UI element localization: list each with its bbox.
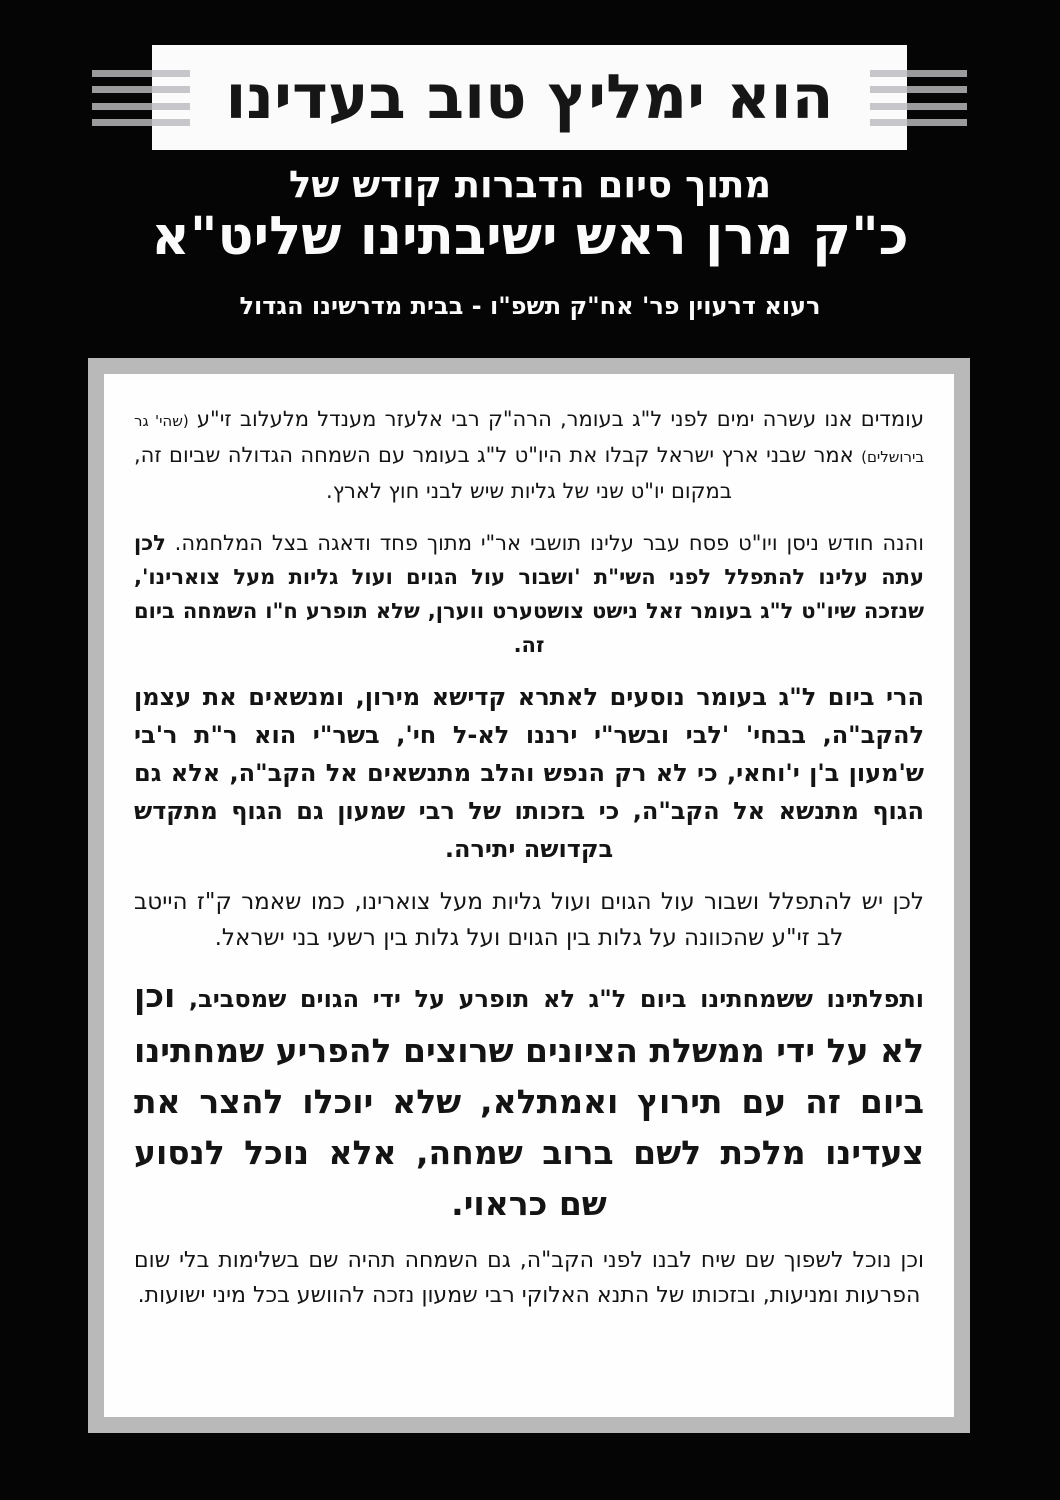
- paragraph-1-continuation: אמר שבני ארץ ישראל קבלו את היו"ט ל"ג בעומר עם השמחה הגדולה שביום זה, במקום יו"ט שני של גליות שיש לבני חוץ לארץ.: [134, 443, 862, 503]
- paragraph-3: הרי ביום ל"ג בעומר נוסעים לאתרא קדישא מירון, ומנשאים את עצמן להקב"ה, בבחי' 'לבי ובשר"י ירננו לא-ל חי', בשר"י הוא ר"ת ר'בי ש'מעון ב'ן י'וחאי, כי לא רק הנפש והלב מתנשאים אל הקב"ה, אלא גם הגוף מתנשא אל הקב"ה, כי בזכותו של רבי שמעון גם הגוף מתקדש בקדושה יתירה.: [134, 683, 924, 863]
- poster-title: הוא ימליץ טוב בעדינו: [225, 62, 834, 133]
- content-frame: [88, 358, 970, 1433]
- subtitle-line-1: מתוך סיום הדברות קודש של: [288, 163, 772, 206]
- paragraph-1-text: עומדים אנו עשרה ימים לפני ל"ג בעומר, הרה"ק רבי אלעזר מענדל מלעלוב זי"ע: [188, 407, 924, 431]
- decor-lines-right-icon: [870, 70, 967, 126]
- paragraph-1: [134, 402, 924, 508]
- subtitle-line-3: רעוא דרעוין פר' אח"ק תשפ"ו - בבית מדרשינו הגדול: [239, 292, 821, 320]
- subtitle-line-2: כ"ק מרן ראש ישיבתינו שליט"א: [151, 206, 909, 267]
- paragraph-2-text: והנה חודש ניסן ויו"ט פסח עבר עלינו תושבי אר"י מתוך פחד ודאגה בצל המלחמה.: [165, 531, 924, 555]
- paragraph-5-lead: ותפלתינו ששמחתינו ביום ל"ג לא תופרע על ידי הגוים שמסביב,: [175, 985, 924, 1013]
- paragraph-4: לכן יש להתפלל ושבור עול הגוים ועול גליות מעל צוארינו, כמו שאמר ק"ז הייטב לב זי"ע שהכוונה על גלות בין הגוים ועל גלות בין רשעי בני ישראל.: [134, 889, 924, 951]
- title-banner: [152, 45, 907, 150]
- paragraph-2-emphasis: לכן עתה עלינו להתפלל לפני השי"ת 'ושבור עול הגוים ועול גליות מעל צוארינו', שנזכה שיו"ט ל"ג בעומר זאל נישט צושטערט ווערן, שלא תופרע ח"ו השמחה ביום זה.: [134, 531, 924, 657]
- paragraph-5: [134, 970, 924, 1229]
- paragraph-6: וכן נוכל לשפוך שם שיח לבנו לפני הקב"ה, גם השמחה תהיה שם בשלימות בלי שום הפרעות ומניעות, ובזכותו של התנא האלוקי רבי שמעון נזכה להוושע בכל מיני ישועות.: [134, 1248, 924, 1308]
- paragraph-1-parenthetical: (שהי' גר בירושלים): [134, 412, 924, 466]
- paragraph-5-main: וכן לא על ידי ממשלת הציונים שרוצים להפריע שמחתינו ביום זה עם תירוץ ואמתלא, שלא יוכלו להצר את צעדינו מלכת לשם ברוב שמחה, אלא נוכל לנסוע שם כראוי.: [134, 976, 924, 1223]
- content-box: [104, 374, 954, 1417]
- decor-lines-left-icon: [92, 70, 190, 126]
- paragraph-2: [134, 526, 924, 662]
